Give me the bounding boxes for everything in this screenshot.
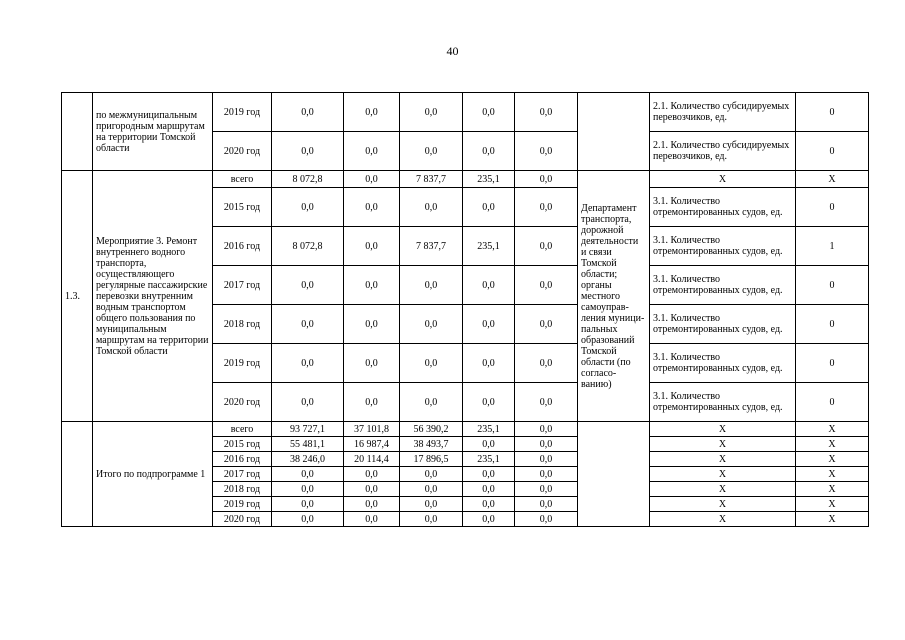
indicator-value: 0 (796, 266, 869, 305)
value-federal: 0,0 (344, 171, 400, 188)
value-local: 0,0 (463, 305, 515, 344)
year-cell: 2020 год (213, 132, 272, 171)
year-cell: 2017 год (213, 266, 272, 305)
value-total: 0,0 (272, 467, 344, 482)
page-number: 40 (446, 44, 459, 58)
value-local: 235,1 (463, 171, 515, 188)
indicator-value: Х (796, 452, 869, 467)
year-cell: 2019 год (213, 344, 272, 383)
value-local: 0,0 (463, 132, 515, 171)
indicator-value: 0 (796, 188, 869, 227)
indicator-name: Х (650, 512, 796, 527)
indicator-name: 3.1. Количество отремонтированных судов, ед. (650, 188, 796, 227)
value-other: 0,0 (515, 188, 578, 227)
year-cell: 2016 год (213, 227, 272, 266)
value-local: 0,0 (463, 93, 515, 132)
value-other: 0,0 (515, 512, 578, 527)
subtotal-name: Итого по подпрограмме 1 (93, 422, 213, 527)
row-number-cell (62, 93, 93, 171)
indicator-name: Х (650, 171, 796, 188)
value-other: 0,0 (515, 452, 578, 467)
value-regional: 0,0 (400, 344, 463, 383)
activity-name: по межмуниципальным пригородным маршрутам на территории Томской области (93, 93, 213, 171)
year-cell: 2018 год (213, 305, 272, 344)
table-row (62, 171, 869, 188)
value-total: 0,0 (272, 93, 344, 132)
value-federal: 0,0 (344, 383, 400, 422)
indicator-value: 0 (796, 383, 869, 422)
indicator-name: Х (650, 467, 796, 482)
indicator-value: 0 (796, 93, 869, 132)
indicator-value: Х (796, 482, 869, 497)
value-total: 55 481,1 (272, 437, 344, 452)
value-local: 0,0 (463, 467, 515, 482)
year-cell: 2017 год (213, 467, 272, 482)
table-row (62, 422, 869, 437)
indicator-value: Х (796, 422, 869, 437)
indicator-name: Х (650, 497, 796, 512)
value-regional: 0,0 (400, 93, 463, 132)
value-local: 0,0 (463, 188, 515, 227)
indicator-name: 2.1. Количество субсидируемых перевозчиков, ед. (650, 132, 796, 171)
indicator-value: 0 (796, 344, 869, 383)
value-federal: 0,0 (344, 93, 400, 132)
value-other: 0,0 (515, 482, 578, 497)
value-regional: 0,0 (400, 467, 463, 482)
value-federal: 0,0 (344, 467, 400, 482)
value-federal: 0,0 (344, 497, 400, 512)
value-other: 0,0 (515, 497, 578, 512)
indicator-value: Х (796, 437, 869, 452)
value-other: 0,0 (515, 437, 578, 452)
indicator-name: Х (650, 452, 796, 467)
value-other: 0,0 (515, 422, 578, 437)
value-other: 0,0 (515, 171, 578, 188)
executor-cell (578, 422, 650, 527)
indicator-value: 0 (796, 305, 869, 344)
value-local: 235,1 (463, 227, 515, 266)
program-table (61, 92, 869, 527)
value-regional: 0,0 (400, 482, 463, 497)
year-cell: 2020 год (213, 512, 272, 527)
value-federal: 20 114,4 (344, 452, 400, 467)
value-regional: 56 390,2 (400, 422, 463, 437)
indicator-name: 3.1. Количество отремонтированных судов, ед. (650, 266, 796, 305)
value-other: 0,0 (515, 227, 578, 266)
executor-name: Департамент транспорта, дорожной деятельности и связи Томской области; органы местного самоуправ-ления муници-пальных образований Томской области (по согласо-ванию) (578, 171, 650, 422)
indicator-name: 3.1. Количество отремонтированных судов, ед. (650, 305, 796, 344)
value-total: 0,0 (272, 512, 344, 527)
row-number-cell (62, 422, 93, 527)
value-federal: 37 101,8 (344, 422, 400, 437)
value-regional: 17 896,5 (400, 452, 463, 467)
value-regional: 0,0 (400, 266, 463, 305)
value-other: 0,0 (515, 467, 578, 482)
value-federal: 0,0 (344, 132, 400, 171)
indicator-name: 2.1. Количество субсидируемых перевозчиков, ед. (650, 93, 796, 132)
indicator-value: Х (796, 171, 869, 188)
year-cell: всего (213, 422, 272, 437)
value-total: 0,0 (272, 266, 344, 305)
value-regional: 0,0 (400, 305, 463, 344)
value-total: 0,0 (272, 344, 344, 383)
value-federal: 0,0 (344, 305, 400, 344)
value-total: 0,0 (272, 482, 344, 497)
executor-cell (578, 93, 650, 171)
indicator-name: Х (650, 422, 796, 437)
value-total: 0,0 (272, 497, 344, 512)
value-federal: 0,0 (344, 482, 400, 497)
indicator-name: 3.1. Количество отремонтированных судов, ед. (650, 344, 796, 383)
value-other: 0,0 (515, 344, 578, 383)
value-local: 0,0 (463, 437, 515, 452)
value-other: 0,0 (515, 305, 578, 344)
value-total: 0,0 (272, 305, 344, 344)
value-regional: 0,0 (400, 188, 463, 227)
activity-name: Мероприятие 3. Ремонт внутреннего водного транспорта, осуществляющего регулярные пассажирские перевозки внутренним водным транспортом общего пользования по муниципальным маршрутам на территории Томской области (93, 171, 213, 422)
value-local: 235,1 (463, 422, 515, 437)
indicator-name: 3.1. Количество отремонтированных судов, ед. (650, 227, 796, 266)
value-regional: 0,0 (400, 132, 463, 171)
value-total: 0,0 (272, 188, 344, 227)
value-local: 0,0 (463, 482, 515, 497)
value-total: 8 072,8 (272, 227, 344, 266)
value-regional: 38 493,7 (400, 437, 463, 452)
value-other: 0,0 (515, 93, 578, 132)
value-total: 93 727,1 (272, 422, 344, 437)
value-local: 0,0 (463, 512, 515, 527)
value-local: 0,0 (463, 266, 515, 305)
value-total: 8 072,8 (272, 171, 344, 188)
value-regional: 0,0 (400, 383, 463, 422)
value-regional: 7 837,7 (400, 227, 463, 266)
value-federal: 0,0 (344, 344, 400, 383)
value-local: 0,0 (463, 383, 515, 422)
table-row (62, 93, 869, 132)
value-other: 0,0 (515, 383, 578, 422)
value-federal: 0,0 (344, 188, 400, 227)
value-local: 235,1 (463, 452, 515, 467)
value-local: 0,0 (463, 497, 515, 512)
year-cell: всего (213, 171, 272, 188)
year-cell: 2020 год (213, 383, 272, 422)
indicator-name: 3.1. Количество отремонтированных судов, ед. (650, 383, 796, 422)
indicator-value: Х (796, 512, 869, 527)
indicator-name: Х (650, 437, 796, 452)
value-federal: 0,0 (344, 227, 400, 266)
value-federal: 16 987,4 (344, 437, 400, 452)
value-local: 0,0 (463, 344, 515, 383)
indicator-value: Х (796, 467, 869, 482)
indicator-value: Х (796, 497, 869, 512)
value-total: 0,0 (272, 132, 344, 171)
year-cell: 2015 год (213, 188, 272, 227)
year-cell: 2018 год (213, 482, 272, 497)
value-federal: 0,0 (344, 512, 400, 527)
value-regional: 7 837,7 (400, 171, 463, 188)
row-number: 1.3. (62, 171, 93, 422)
value-regional: 0,0 (400, 512, 463, 527)
indicator-value: 1 (796, 227, 869, 266)
value-total: 38 246,0 (272, 452, 344, 467)
value-other: 0,0 (515, 132, 578, 171)
year-cell: 2019 год (213, 93, 272, 132)
value-total: 0,0 (272, 383, 344, 422)
year-cell: 2016 год (213, 452, 272, 467)
value-federal: 0,0 (344, 266, 400, 305)
indicator-name: Х (650, 482, 796, 497)
value-other: 0,0 (515, 266, 578, 305)
value-regional: 0,0 (400, 497, 463, 512)
indicator-value: 0 (796, 132, 869, 171)
year-cell: 2019 год (213, 497, 272, 512)
year-cell: 2015 год (213, 437, 272, 452)
